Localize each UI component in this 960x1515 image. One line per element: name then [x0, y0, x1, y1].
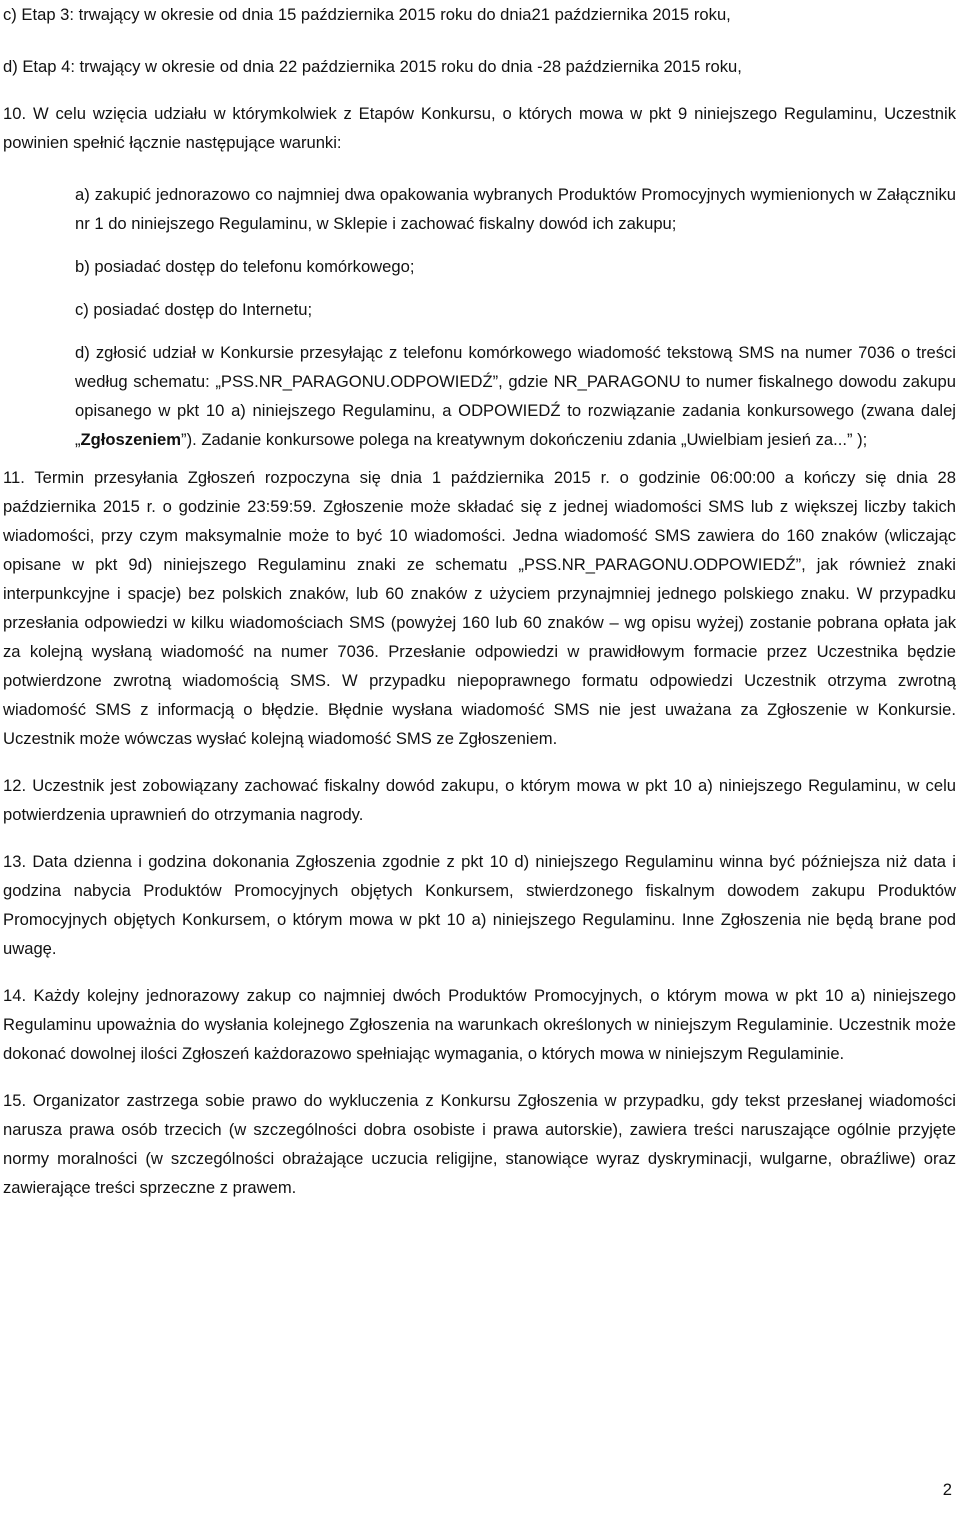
paragraph-10d	[75, 338, 956, 454]
paragraph-10d-text-end: ”). Zadanie konkursowe polega na kreatywnym dokończeniu zdania „Uwielbiam jesień za...” );	[181, 430, 868, 449]
paragraph-15: 15. Organizator zastrzega sobie prawo do wykluczenia z Konkursu Zgłoszenia w przypadku, gdy tekst przesłanej wiadomości narusza prawa osób trzecich (w szczególności dobra osobiste i prawa autorskie), zawiera treści naruszające ogólnie przyjęte normy moralności (w szczególności obrażające uczucia religijne, stanowiące wyraz dyskryminacji, wulgarne, obraźliwe) oraz zawierające treści sprzeczne z prawem.	[3, 1091, 956, 1197]
paragraph-12: 12. Uczestnik jest zobowiązany zachować fiskalny dowód zakupu, o którym mowa w pkt 10 a) niniejszego Regulaminu, w celu potwierdzenia uprawnień do otrzymania nagrody.	[3, 776, 956, 824]
paragraph-etap-4: d) Etap 4: trwający w okresie od dnia 22 października 2015 roku do dnia -28 października 2015 roku,	[3, 57, 742, 76]
paragraph-10: 10. W celu wzięcia udziału w którymkolwiek z Etapów Konkursu, o których mowa w pkt 9 niniejszego Regulaminu, Uczestnik powinien spełnić łącznie następujące warunki:	[3, 104, 956, 152]
paragraph-14: 14. Każdy kolejny jednorazowy zakup co najmniej dwóch Produktów Promocyjnych, o którym mowa w pkt 10 a) niniejszego Regulaminu upoważnia do wysłania kolejnego Zgłoszenia na warunkach określonych w niniejszym Regulaminie. Uczestnik może dokonać dowolnej ilości Zgłoszeń każdorazowo spełniając wymagania, o których mowa w niniejszym Regulaminie.	[3, 986, 956, 1063]
paragraph-10d-text: d) zgłosić udział w Konkursie przesyłając z telefonu komórkowego wiadomość tekstową SMS na numer 7036 o treści według schematu: „PSS.NR_PARAGONU.ODPOWIEDŹ”, gdzie NR_PARAGONU to numer fiskalnego dowodu zakupu opisanego w pkt 10 a) niniejszego Regulaminu, a ODPOWIEDŹ to rozwiązanie zadania konkursowego (zwana dalej „	[75, 343, 956, 449]
paragraph-etap-3: c) Etap 3: trwający w okresie od dnia 15 października 2015 roku do dnia21 października 2015 roku,	[3, 5, 731, 24]
document-body	[3, 0, 956, 1202]
paragraph-10b: b) posiadać dostęp do telefonu komórkowego;	[75, 257, 415, 276]
page-number: 2	[942, 1480, 952, 1499]
paragraph-10d-bold-term: Zgłoszeniem	[80, 430, 182, 449]
paragraph-11: 11. Termin przesyłania Zgłoszeń rozpoczyna się dnia 1 października 2015 r. o godzinie 06:00:00 a kończy się dnia 28 października 2015 r. o godzinie 23:59:59. Zgłoszenie może składać się z jednej wiadomości SMS lub z większej liczby takich wiadomości, przy czym maksymalnie może to być 10 wiadomości. Jedna wiadomość SMS zawiera do 160 znaków (wliczając opisane w pkt 9d) niniejszego Regulaminu znaki ze schematu „PSS.NR_PARAGONU.ODPOWIEDŹ”, jak również znaki interpunkcyjne i spacje) bez polskich znaków, lub 60 znaków z użyciem przynajmniej jednego polskiego znaku. W przypadku przesłania odpowiedzi w kilku wiadomościach SMS (powyżej 160 lub 60 znaków – wg opisu wyżej) zostanie pobrana opłata jak za kolejną wysłaną wiadomość na numer 7036. Przesłanie odpowiedzi w prawidłowym formacie przez Uczestnika będzie potwierdzone zwrotną wiadomością SMS. W przypadku niepoprawnego formatu odpowiedzi Uczestnik otrzyma zwrotną wiadomość SMS z informacją o błędzie. Błędnie wysłana wiadomość SMS nie jest uważana za Zgłoszenie w Konkursie. Uczestnik może wówczas wysłać kolejną wiadomość SMS ze Zgłoszeniem.	[3, 468, 956, 748]
paragraph-10a: a) zakupić jednorazowo co najmniej dwa opakowania wybranych Produktów Promocyjnych wymienionych w Załączniku nr 1 do niniejszego Regulaminu, w Sklepie i zachować fiskalny dowód ich zakupu;	[75, 185, 956, 233]
paragraph-10c: c) posiadać dostęp do Internetu;	[75, 300, 313, 319]
paragraph-13: 13. Data dzienna i godzina dokonania Zgłoszenia zgodnie z pkt 10 d) niniejszego Regulaminu winna być późniejsza niż data i godzina nabycia Produktów Promocyjnych objętych Konkursem, stwierdzonego fiskalnym dowodem zakupu Produktów Promocyjnych objętych Konkursem, o którym mowa w pkt 10 a) niniejszego Regulaminu. Inne Zgłoszenia nie będą brane pod uwagę.	[3, 852, 956, 958]
